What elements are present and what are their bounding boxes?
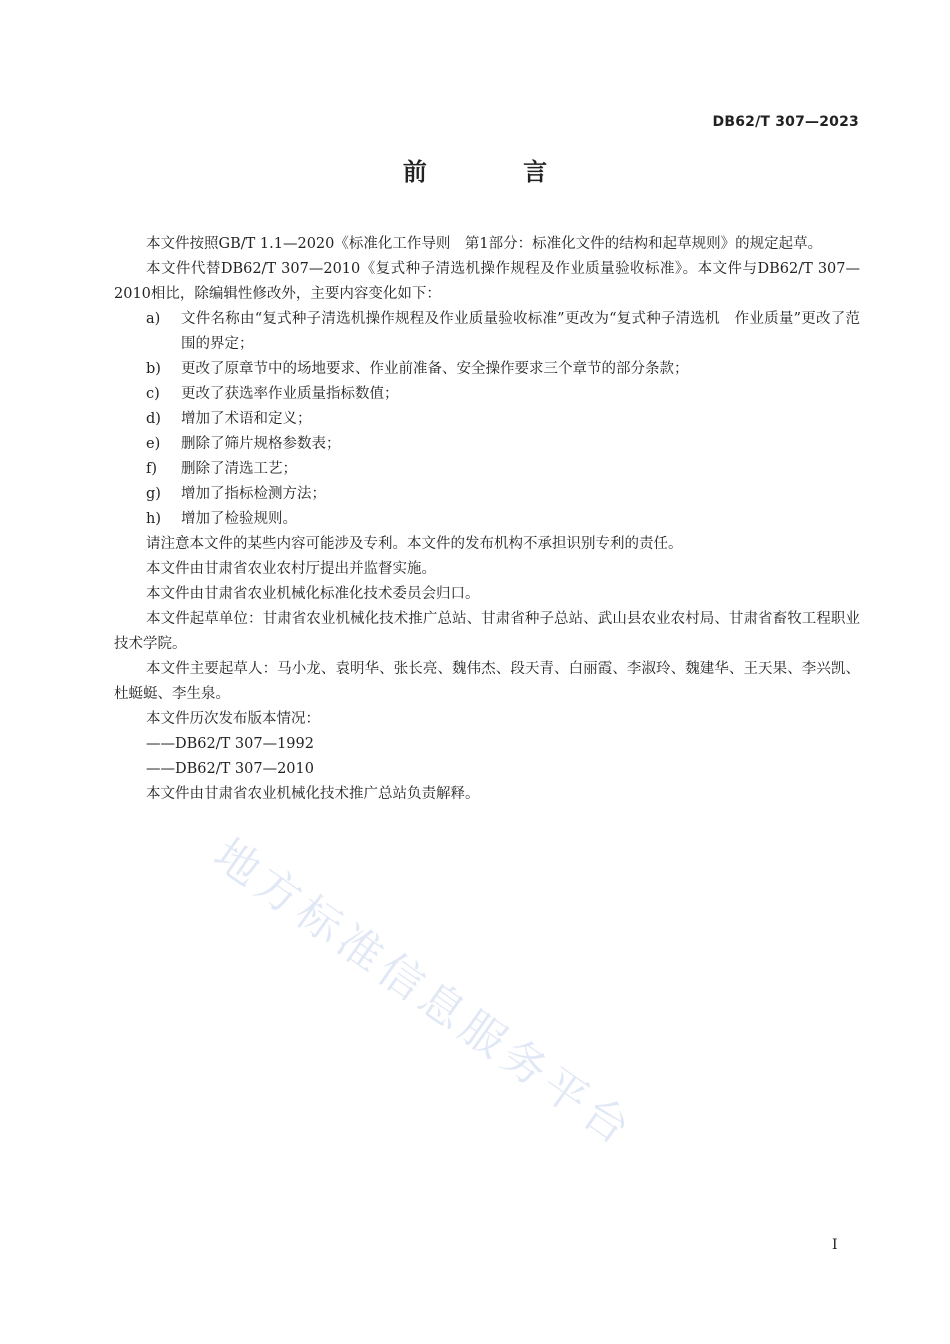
- list-item: [114, 507, 860, 532]
- list-item-mark: c): [146, 386, 160, 402]
- paragraph-replacement: 本文件代替DB62/T 307—2010《复式种子清选机操作规程及作业质量验收标准》。本文件与DB62/T 307—2010相比，除编辑性修改外，主要内容变化如下：: [114, 261, 860, 302]
- paragraph-drafting-units: 本文件起草单位：甘肃省农业机械化技术推广总站、甘肃省种子总站、武山县农业农村局、甘肃省畜牧工程职业技术学院。: [114, 611, 860, 652]
- list-item-mark: a): [146, 311, 161, 327]
- list-item-text: 增加了术语和定义；: [181, 411, 312, 427]
- paragraph-interpretation: 本文件由甘肃省农业机械化技术推广总站负责解释。: [146, 786, 480, 802]
- list-item-mark: b): [146, 361, 161, 377]
- page-number: I: [832, 1237, 838, 1253]
- list-item: [114, 407, 860, 432]
- page-title: 前 言: [402, 158, 592, 186]
- list-item-mark: g): [146, 486, 161, 502]
- list-item-text: 文件名称由“复式种子清选机操作规程及作业质量验收标准”更改为“复式种子清选机 作业质量”更改了范围的界定；: [181, 311, 860, 352]
- list-item-mark: f): [146, 461, 158, 477]
- list-item-mark: d): [146, 411, 161, 427]
- list-item: [114, 307, 860, 357]
- paragraph-patent-notice: 请注意本文件的某些内容可能涉及专利。本文件的发布机构不承担识别专利的责任。: [146, 536, 683, 552]
- paragraph-proposer: 本文件由甘肃省农业农村厅提出并监督实施。: [146, 561, 436, 577]
- list-item-text: 删除了筛片规格参数表；: [181, 436, 341, 452]
- list-item-text: 增加了指标检测方法；: [181, 486, 326, 502]
- document-code: DB62/T 307—2023: [712, 114, 859, 130]
- paragraph-technical-committee: 本文件由甘肃省农业机械化标准化技术委员会归口。: [146, 586, 480, 602]
- paragraph-drafting-rules: 本文件按照GB/T 1.1—2020《标准化工作导则 第1部分：标准化文件的结构和起草规则》的规定起草。: [146, 236, 823, 252]
- version-entry: ——DB62/T 307—2010: [146, 761, 314, 777]
- list-item: [114, 457, 860, 482]
- version-entry: ——DB62/T 307—1992: [146, 736, 314, 752]
- list-item-text: 更改了原章节中的场地要求、作业前准备、安全操作要求三个章节的部分条款；: [181, 361, 689, 377]
- list-item-text: 更改了获选率作业质量指标数值；: [181, 386, 399, 402]
- list-item: [114, 482, 860, 507]
- list-item-text: 删除了清选工艺；: [181, 461, 297, 477]
- list-item-mark: e): [146, 436, 161, 452]
- paragraph-version-history: 本文件历次发布版本情况：: [146, 711, 320, 727]
- list-item: [114, 432, 860, 457]
- paragraph-drafters: 本文件主要起草人：马小龙、袁明华、张长亮、魏伟杰、段天青、白丽霞、李淑玲、魏建华、王天果、李兴凯、杜蜓蜓、李生泉。: [114, 661, 860, 702]
- list-item: [114, 382, 860, 407]
- watermark: 地方标准信息服务平台: [204, 829, 644, 1158]
- list-item: [114, 357, 860, 382]
- list-item-text: 增加了检验规则。: [181, 511, 297, 527]
- foreword-body: [114, 232, 860, 807]
- list-item-mark: h): [146, 511, 161, 527]
